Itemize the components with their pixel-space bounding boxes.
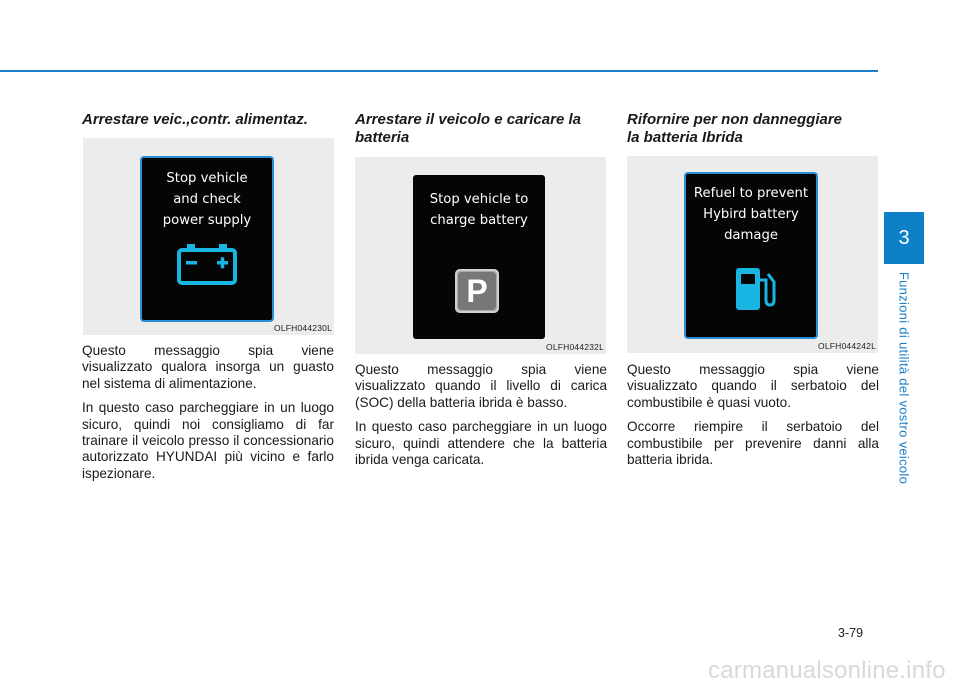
figure-code-3: OLFH044242L bbox=[818, 341, 876, 351]
park-p-icon bbox=[455, 269, 499, 313]
body-text-2 bbox=[355, 362, 607, 476]
figure-code-2: OLFH044232L bbox=[546, 342, 604, 352]
cluster-display-1 bbox=[140, 156, 274, 322]
cluster-display-2 bbox=[413, 175, 545, 339]
figure-3 bbox=[627, 156, 878, 353]
display-message-3: Refuel to prevent Hybird battery damage bbox=[693, 186, 809, 243]
section-heading-2: Arrestare il veicolo e caricare la batteria bbox=[355, 111, 581, 146]
paragraph: In questo caso parcheggiare in un luogo sicuro, quindi attendere che la batteria ibrida venga caricata. bbox=[355, 419, 607, 468]
top-rule bbox=[0, 70, 878, 72]
body-text-3 bbox=[627, 362, 879, 476]
paragraph: Questo messaggio spia viene visualizzato quando il livello di carica (SOC) della batteria ibrida è basso. bbox=[355, 362, 607, 410]
figure-2 bbox=[355, 157, 606, 354]
paragraph: In questo caso parcheggiare in un luogo sicuro, quindi noi consigliamo di far trainare il veicolo presso il concessionario autorizzato HYUNDAI più vicino e farlo ispezionare. bbox=[82, 400, 334, 481]
chapter-tab: 3 bbox=[884, 212, 924, 264]
battery-icon bbox=[177, 242, 237, 286]
paragraph: Questo messaggio spia viene visualizzato quando il serbatoio del combustibile è quasi vuoto. bbox=[627, 362, 879, 410]
section-heading-1: Arrestare veic.,contr. alimentaz. bbox=[82, 111, 308, 128]
watermark: carmanualsonline.info bbox=[708, 657, 946, 684]
display-message-1: Stop vehicle and check power supply bbox=[162, 171, 252, 228]
figure-code-1: OLFH044230L bbox=[274, 323, 332, 333]
paragraph: Questo messaggio spia viene visualizzato qualora insorga un guasto nel sistema di alimentazione. bbox=[82, 343, 334, 391]
section-heading-3: Rifornire per non danneggiare la batteria Ibrida bbox=[627, 111, 843, 146]
cluster-display-3 bbox=[684, 172, 818, 339]
chapter-side-title: Funzioni di utilità del vostro veicolo bbox=[896, 271, 912, 485]
display-message-2: Stop vehicle to charge battery bbox=[429, 192, 529, 228]
body-text-1 bbox=[82, 343, 334, 490]
figure-1 bbox=[83, 138, 334, 335]
park-p-label: P bbox=[466, 272, 488, 309]
fuel-pump-icon bbox=[732, 264, 778, 314]
page-number: 3-79 bbox=[838, 626, 864, 640]
paragraph: Occorre riempire il serbatoio del combustibile per prevenire danni alla batteria ibrida. bbox=[627, 419, 879, 468]
